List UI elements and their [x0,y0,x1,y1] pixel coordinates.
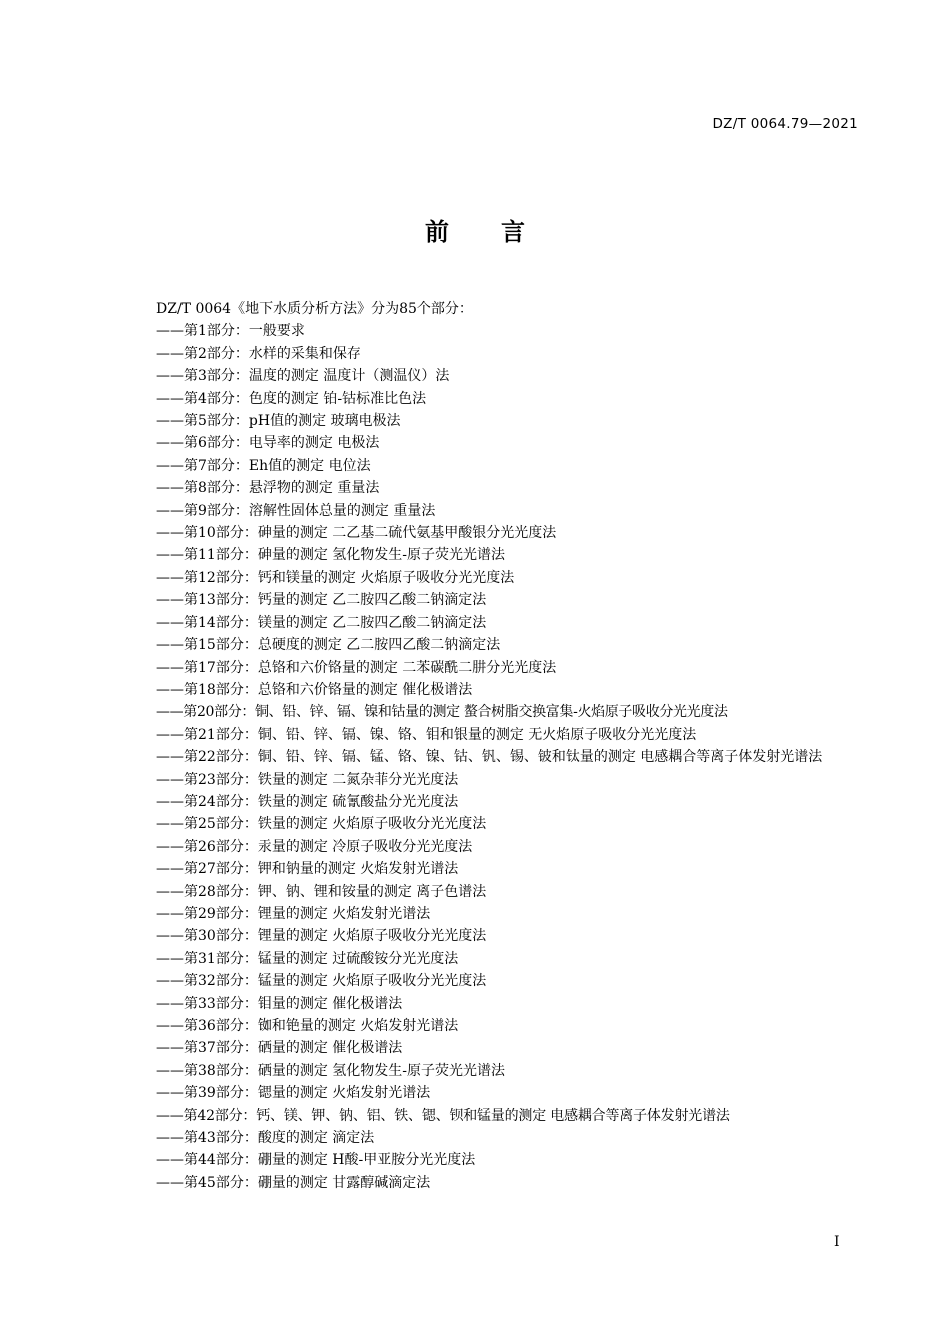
list-item: ——第24部分：铁量的测定 硫氰酸盐分光光度法 [156,793,459,810]
list-item: ——第22部分：铜、铅、锌、镉、锰、铬、镍、钴、钒、锡、铍和钛量的测定 电感耦合等离子体发射光谱法 [156,749,823,766]
document-code: DZ/T 0064.79—2021 [712,116,858,132]
list-item: ——第8部分：悬浮物的测定 重量法 [156,480,380,497]
list-item: ——第15部分：总硬度的测定 乙二胺四乙酸二钠滴定法 [156,637,501,654]
list-item: ——第45部分：硼量的测定 甘露醇碱滴定法 [156,1174,431,1191]
list-item: ——第13部分：钙量的测定 乙二胺四乙酸二钠滴定法 [156,592,487,609]
list-item: ——第29部分：锂量的测定 火焰发射光谱法 [156,905,431,922]
intro-paragraph: DZ/T 0064《地下水质分析方法》分为85个部分： [156,301,473,317]
list-item: ——第28部分：钾、钠、锂和铵量的测定 离子色谱法 [156,883,487,900]
list-item: ——第25部分：铁量的测定 火焰原子吸收分光光度法 [156,816,487,833]
list-item: ——第31部分：锰量的测定 过硫酸铵分光光度法 [156,950,459,967]
list-item: ——第36部分：铷和铯量的测定 火焰发射光谱法 [156,1018,459,1034]
list-item: ——第5部分：pH值的测定 玻璃电极法 [156,413,401,430]
list-item: ——第9部分：溶解性固体总量的测定 重量法 [156,502,436,519]
list-item: ——第30部分：锂量的测定 火焰原子吸收分光光度法 [156,928,487,945]
list-item: ——第21部分：铜、铅、锌、镉、镍、铬、钼和银量的测定 无火焰原子吸收分光光度法 [156,726,697,743]
list-item: ——第42部分：钙、镁、钾、钠、铝、铁、锶、钡和锰量的测定 电感耦合等离子体发射光谱法 [156,1107,730,1124]
list-item: ——第11部分：砷量的测定 氢化物发生-原子荧光光谱法 [156,547,505,564]
list-item: ——第12部分：钙和镁量的测定 火焰原子吸收分光光度法 [156,569,515,586]
list-item: ——第27部分：钾和钠量的测定 火焰发射光谱法 [156,861,459,878]
list-item: ——第20部分：铜、铅、锌、镉、镍和钴量的测定 螯合树脂交换富集-火焰原子吸收分光光度法 [156,704,728,721]
list-item: ——第38部分：硒量的测定 氢化物发生-原子荧光光谱法 [156,1062,505,1079]
list-item: ——第39部分：锶量的测定 火焰发射光谱法 [156,1085,431,1102]
list-item: ——第26部分：汞量的测定 冷原子吸收分光光度法 [156,838,473,855]
list-item: ——第33部分：钼量的测定 催化极谱法 [156,995,403,1012]
list-item: ——第14部分：镁量的测定 乙二胺四乙酸二钠滴定法 [156,614,487,631]
list-item: ——第18部分：总铬和六价铬量的测定 催化极谱法 [156,681,473,698]
foreword-body [114,298,864,1194]
list-item: ——第6部分：电导率的测定 电极法 [156,435,380,452]
list-item: ——第4部分：色度的测定 铂-钴标准比色法 [156,390,427,407]
list-item: ——第3部分：温度的测定 温度计（测温仪）法 [156,368,450,385]
list-item: ——第32部分：锰量的测定 火焰原子吸收分光光度法 [156,973,487,990]
part-list [114,320,864,1194]
list-item: ——第17部分：总铬和六价铬量的测定 二苯碳酰二肼分光光度法 [156,659,557,676]
list-item: ——第44部分：硼量的测定 H酸-甲亚胺分光光度法 [156,1152,476,1169]
list-item: ——第43部分：酸度的测定 滴定法 [156,1130,375,1147]
page-title: 前言 [425,218,577,246]
list-item: ——第10部分：砷量的测定 二乙基二硫代氨基甲酸银分光光度法 [156,525,557,542]
list-item: ——第1部分：一般要求 [156,323,305,340]
list-item: ——第23部分：铁量的测定 二氮杂菲分光光度法 [156,771,459,788]
page-number: I [834,1234,840,1250]
list-item: ——第7部分：Eh值的测定 电位法 [156,457,371,474]
list-item: ——第37部分：硒量的测定 催化极谱法 [156,1040,403,1057]
list-item: ——第2部分：水样的采集和保存 [156,345,361,362]
